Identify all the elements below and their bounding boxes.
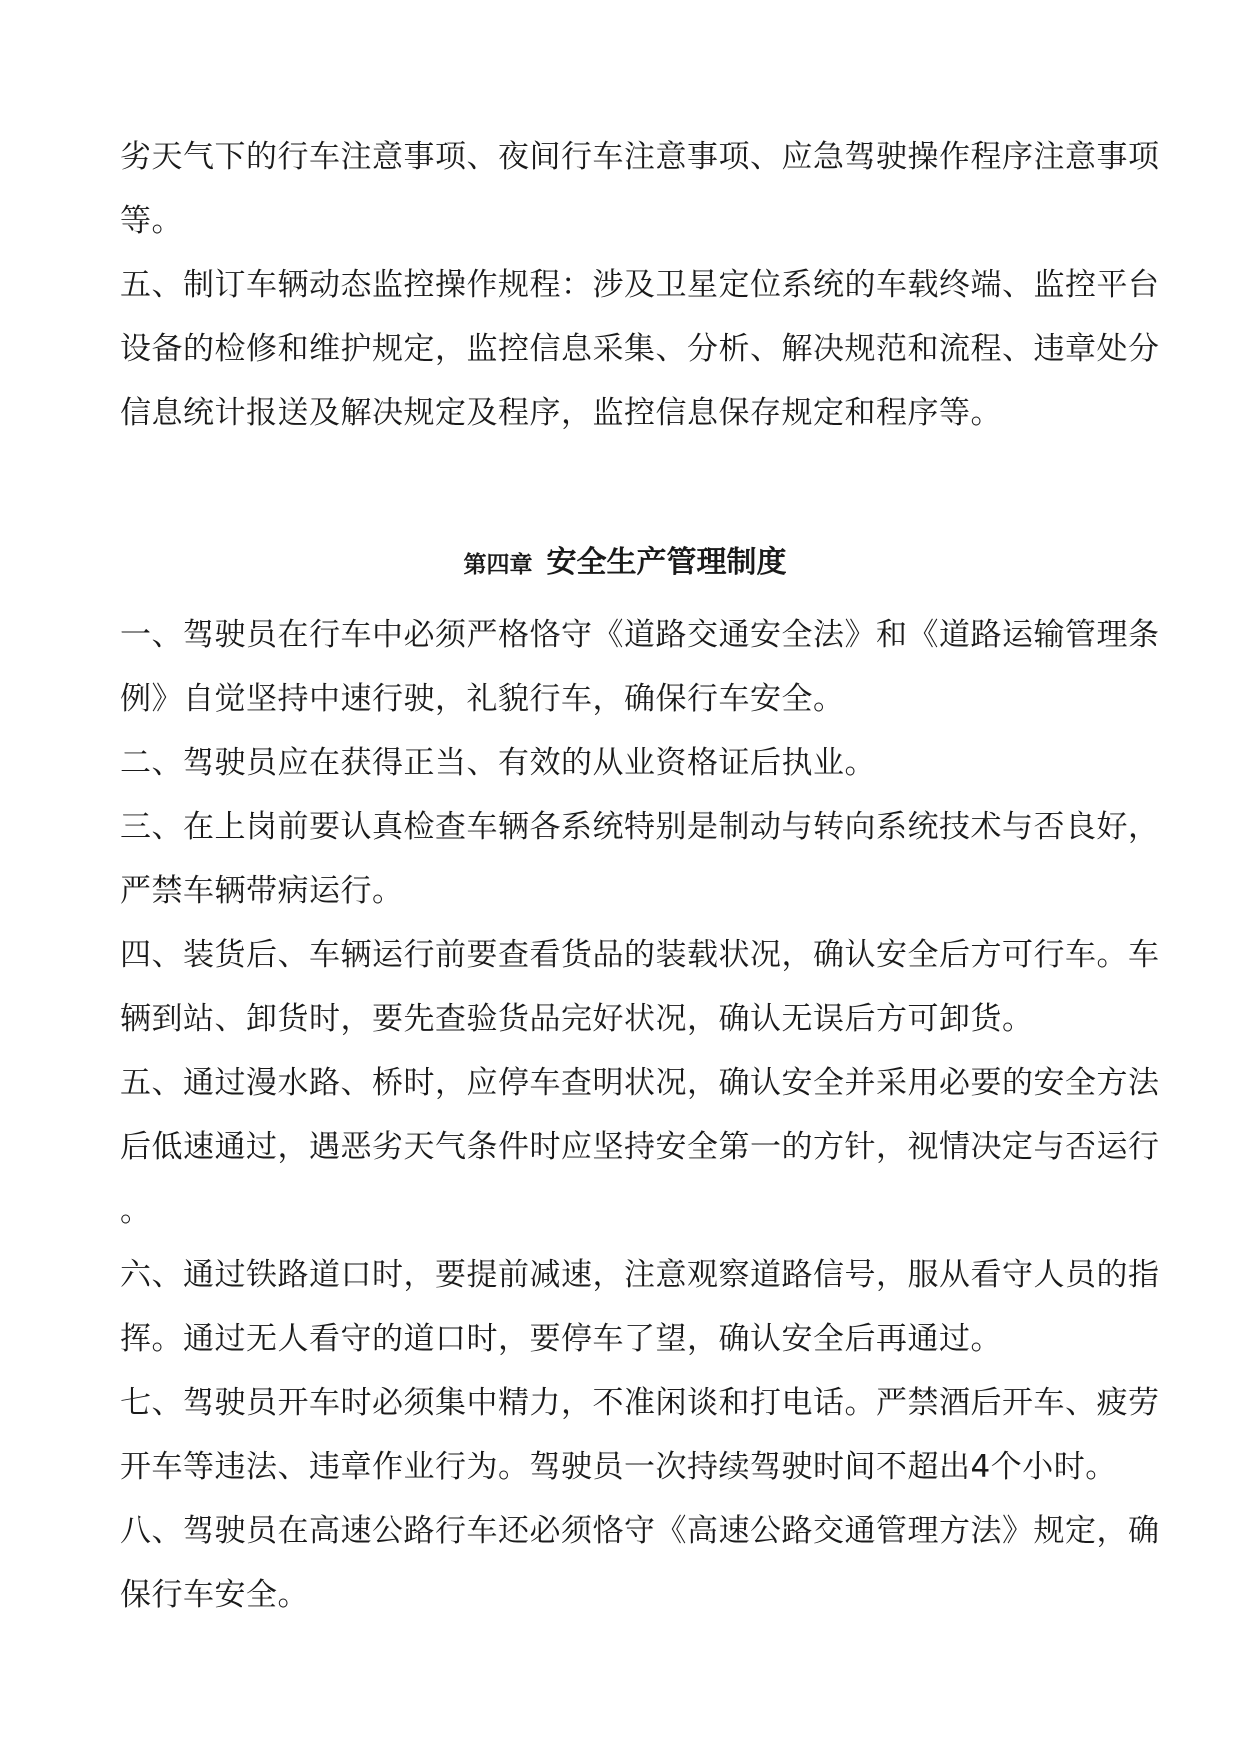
chapter-number: 第四章 xyxy=(463,552,533,578)
chapter-heading xyxy=(120,535,1130,595)
text-line: 等。 xyxy=(120,203,183,239)
chapter-title: 安全生产管理制度 xyxy=(546,545,787,580)
section-five-continued xyxy=(120,125,1160,445)
section-gap xyxy=(120,445,1130,535)
text-line: 八、驾驶员在高速公路行车还必须恪守《高速公路交通管理方法》规定，确 xyxy=(120,1513,1160,1549)
text-line: 。 xyxy=(120,1193,152,1229)
text-line: 开车等违法、违章作业行为。驾驶员一次持续驾驶时间不超出4个小时。 xyxy=(120,1449,1117,1485)
text-line: 一、驾驶员在行车中必须严格恪守《道路交通安全法》和《道路运输管理条 xyxy=(120,617,1160,653)
text-line: 设备的检修和维护规定，监控信息采集、分析、解决规范和流程、违章处分 xyxy=(120,331,1160,367)
text-line: 三、在上岗前要认真检查车辆各系统特别是制动与转向系统技术与否良好， xyxy=(120,809,1160,845)
document-page xyxy=(120,125,1160,1627)
text-line: 挥。通过无人看守的道口时，要停车了望，确认安全后再通过。 xyxy=(120,1321,1002,1357)
text-line: 二、驾驶员应在获得正当、有效的从业资格证后执业。 xyxy=(120,745,876,781)
chapter-body xyxy=(120,603,1160,1627)
text-line: 六、通过铁路道口时，要提前减速，注意观察道路信号，服从看守人员的指 xyxy=(120,1257,1160,1293)
text-line: 例》自觉坚持中速行驶，礼貌行车，确保行车安全。 xyxy=(120,681,845,717)
text-line: 七、驾驶员开车时必须集中精力，不准闲谈和打电话。严禁酒后开车、疲劳 xyxy=(120,1385,1160,1421)
text-line: 五、制订车辆动态监控操作规程：涉及卫星定位系统的车载终端、监控平台 xyxy=(120,267,1160,303)
text-line: 严禁车辆带病运行。 xyxy=(120,873,404,909)
text-line: 劣天气下的行车注意事项、夜间行车注意事项、应急驾驶操作程序注意事项 xyxy=(120,139,1160,175)
text-line: 四、装货后、车辆运行前要查看货品的装载状况，确认安全后方可行车。车 xyxy=(120,937,1160,973)
text-line: 辆到站、卸货时，要先查验货品完好状况，确认无误后方可卸货。 xyxy=(120,1001,1034,1037)
text-line: 后低速通过，遇恶劣天气条件时应坚持安全第一的方针，视情决定与否运行 xyxy=(120,1129,1160,1165)
text-line: 五、通过漫水路、桥时，应停车查明状况，确认安全并采用必要的安全方法 xyxy=(120,1065,1160,1101)
text-line: 信息统计报送及解决规定及程序，监控信息保存规定和程序等。 xyxy=(120,395,1002,431)
text-line: 保行车安全。 xyxy=(120,1577,309,1613)
